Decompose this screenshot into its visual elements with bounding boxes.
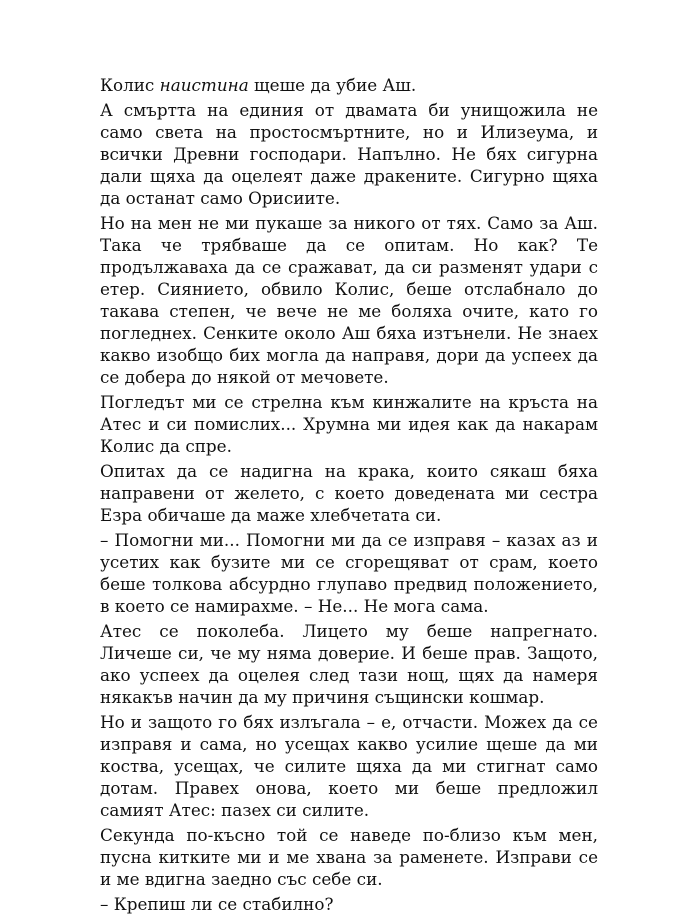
paragraph-1-after: щеше да убие Аш. (248, 75, 417, 95)
paragraph-6: – Помогни ми... Помогни ми да се изправя – казах аз и усетих как бузите ми се сгорещяват от срам, което беше толкова абсурдно глупаво предвид положението, в което се намирахме. – Не... Не мога сама. (100, 530, 598, 616)
paragraph-1 (100, 74, 598, 96)
paragraph-4: Погледът ми се стрелна към кинжалите на кръста на Атес и си помислих... Хрумна ми идея как да накарам Колис да спре. (100, 392, 598, 456)
paragraph-1-before: Колис (100, 75, 160, 95)
paragraph-8: Но и защото го бях излъгала – е, отчасти. Можех да се изправя и сама, но усещах какво усилие щеше да ми коства, усещах, че силите щяха да ми стигнат само дотам. Правех онова, което ми беше предложил самият Атес: пазех си силите. (100, 712, 598, 820)
paragraph-5: Опитах да се надигна на крака, които сякаш бяха направени от желето, с което доведената ми сестра Езра обичаше да маже хлебчетата си. (100, 461, 598, 525)
paragraph-7: Атес се поколеба. Лицето му беше напрегнато. Личеше си, че му няма доверие. И беше прав. Защото, ако успеех да оцелея след тази нощ, щях да намеря някакъв начин да му причиня същински кошмар. (100, 621, 598, 707)
paragraph-2: А смъртта на единия от двамата би унищожила не само света на простосмъртните, но и Илизеума, и всички Древни господари. Напълно. Не бях сигурна дали щяха да оцелеят даже дракените. Сигурно щяха да останат само Орисиите. (100, 100, 598, 208)
paragraph-10: – Крепиш ли се стабилно? (100, 894, 334, 914)
paragraph-9: Секунда по-късно той се наведе по-близо към мен, пусна китките ми и ме хвана за раменете. Изправи се и ме вдигна заедно със себе си. (100, 825, 598, 889)
emphasized-word: наистина (159, 75, 249, 95)
paragraph-3: Но на мен не ми пукаше за никого от тях. Само за Аш. Така че трябваше да се опитам. Но как? Те продължаваха да се сражават, да си разменят удари с етер. Сиянието, обвило Колис, беше отслабнало до такава степен, че вече не ме боляха очите, като го погледнех. Сенките около Аш бяха изтънели. Не знаех какво изобщо бих могла да направя, дори да успеех да се добера до някой от мечовете. (100, 213, 598, 387)
book-page (100, 74, 598, 918)
